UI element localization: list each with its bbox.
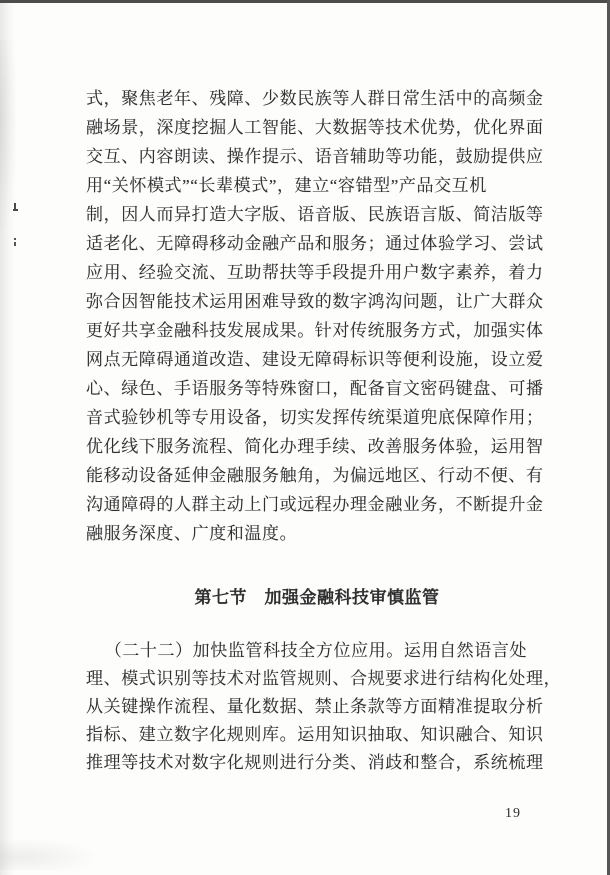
text-line: 式，聚焦老年、残障、少数民族等人群日常生活中的高频金 xyxy=(86,89,544,108)
item-paragraph xyxy=(86,637,562,777)
text-line: 沟通障碍的人群主动上门或远程办理金融业务，不断提升金 xyxy=(86,495,544,514)
text-line: 优化线下服务流程、简化办理手续、改善服务体验，运用智 xyxy=(86,437,544,456)
scan-mark xyxy=(14,203,16,210)
text-line: 推理等技术对数字化规则进行分类、消歧和整合，系统梳理 xyxy=(86,753,544,772)
text-line: 融服务深度、广度和温度。 xyxy=(86,524,298,543)
text-line: 更好共享金融科技发展成果。针对传统服务方式，加强实体 xyxy=(86,321,544,340)
text-line: 弥合因智能技术运用困难导致的数字鸿沟问题，让广大群众 xyxy=(86,292,544,311)
page-number: 19 xyxy=(505,806,521,821)
text-line: 从关键操作流程、量化数据、禁止条款等方面精准提取分析 xyxy=(86,697,544,716)
text-line: 制，因人而异打造大字版、语音版、民族语言版、简洁版等 xyxy=(86,205,544,224)
body-paragraph-continuation xyxy=(86,84,548,548)
scan-edge-top xyxy=(0,0,610,3)
text-line: 指标、建立数字化规则库。运用知识抽取、知识融合、知识 xyxy=(86,725,544,744)
text-line: （二十二）加快监管科技全方位应用。运用自然语言处 xyxy=(104,641,528,660)
text-line: 心、绿色、手语服务等特殊窗口，配备盲文密码键盘、可播 xyxy=(86,379,544,398)
text-line: 应用、经验交流、互助帮扶等手段提升用户数字素养，着力 xyxy=(86,263,544,282)
text-line: 用“关怀模式”“长辈模式”，建立“容错型”产品交互机 xyxy=(86,176,487,195)
text-line: 能移动设备延伸金融服务触角，为偏远地区、行动不便、有 xyxy=(86,466,544,485)
text-line: 音式验钞机等专用设备，切实发挥传统渠道兜底保障作用； xyxy=(86,408,544,427)
text-line: 网点无障碍通道改造、建设无障碍标识等便利设施，设立爱 xyxy=(86,350,544,369)
text-line: 交互、内容朗读、操作提示、语音辅助等功能，鼓励提供应 xyxy=(86,147,544,166)
scan-corner-smudge xyxy=(0,838,100,870)
section-heading: 第七节 加强金融科技审慎监管 xyxy=(194,588,440,607)
text-line: 适老化、无障碍移动金融产品和服务；通过体验学习、尝试 xyxy=(86,234,544,253)
text-line: 融场景，深度挖掘人工智能、大数据等技术优势，优化界面 xyxy=(86,118,544,137)
text-line: 理、模式识别等技术对监管规则、合规要求进行结构化处理， xyxy=(86,669,562,688)
scan-mark xyxy=(14,238,16,246)
page-content xyxy=(86,84,562,777)
